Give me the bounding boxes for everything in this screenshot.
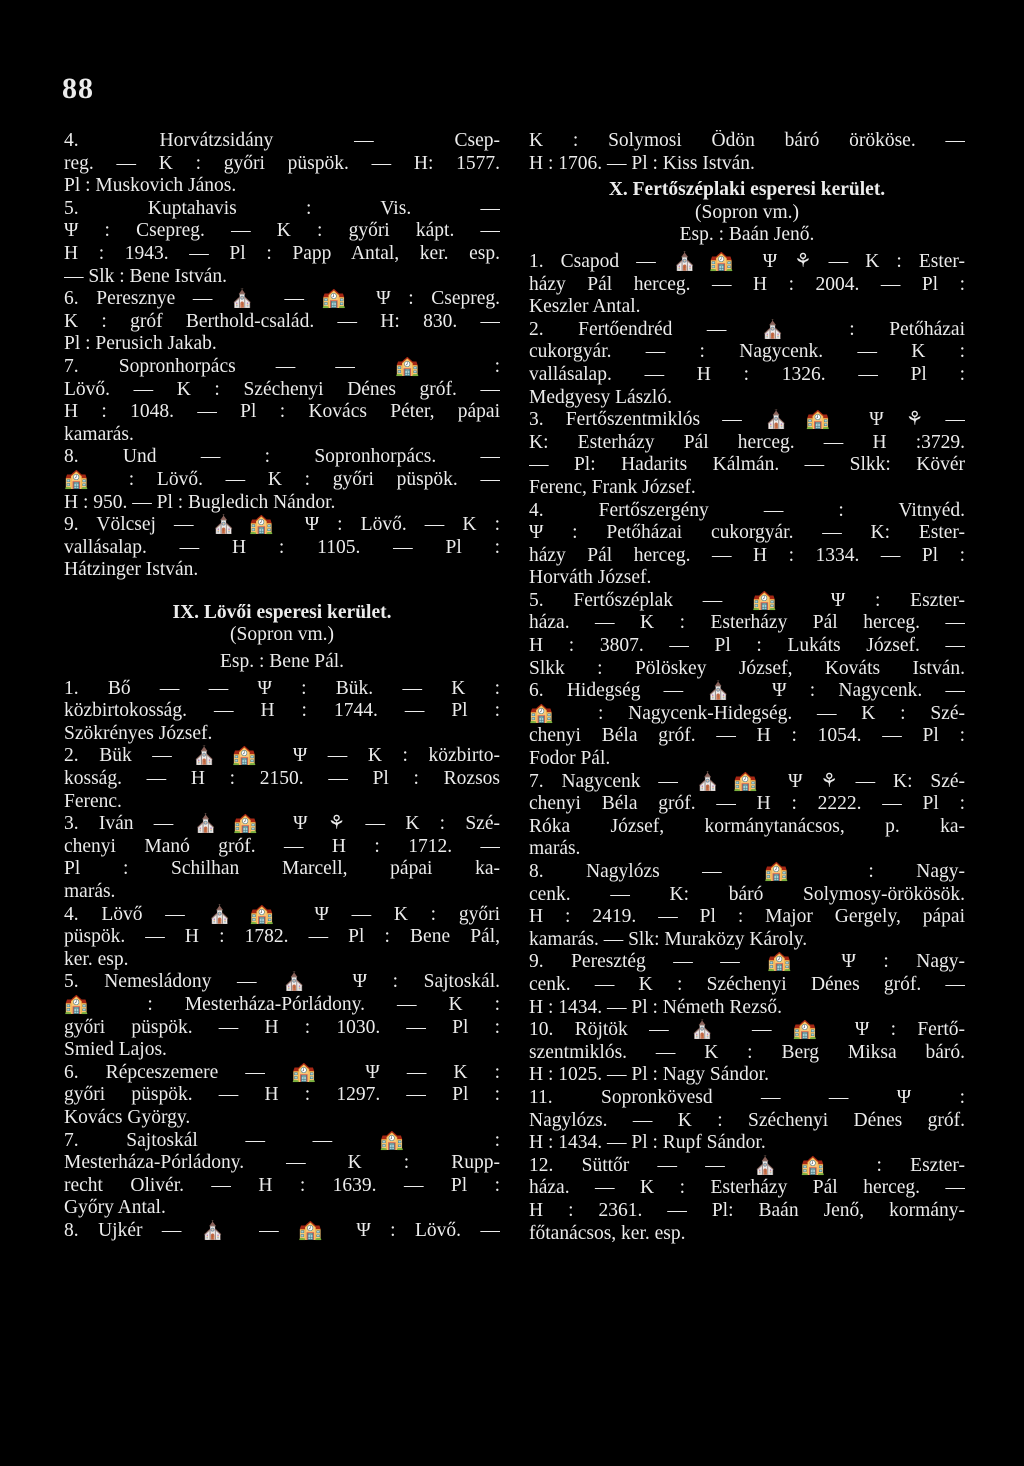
- text-line: H : 3807. — Pl : Lukáts József. —: [529, 635, 965, 657]
- text-line: 8. Nagylózs — 🏫 : Nagy-: [529, 861, 965, 882]
- text-line: 4. Fertőszergény — : Vitnyéd.: [529, 499, 965, 521]
- text-line: H : 1943. — Pl : Papp Antal, ker. esp.: [64, 242, 500, 264]
- text-line: 4. Lövő — ⛪🏫 Ψ — K : győri: [64, 903, 500, 925]
- text-line: reg. — K : győri püspök. — H: 1577.: [64, 152, 500, 174]
- text-line: H : 950. — Pl : Bugledich Nándor.: [64, 491, 336, 513]
- text-line: Pl : Perusich Jakab.: [64, 333, 217, 355]
- text-line: 11. Sopronkövesd — — Ψ :: [529, 1086, 965, 1108]
- text-line: K: Esterházy Pál herceg. — H :3729.: [529, 431, 965, 453]
- text-line: 🏫 : Lövő. — K : győri püspök. —: [64, 468, 500, 490]
- text-line: H : 1048. — Pl : Kovács Péter, pápai: [64, 401, 500, 423]
- text-line: Mesterháza-Pórládony. — K : Rupp-: [64, 1152, 500, 1174]
- text-line: Ψ : Petőházai cukorgyár. — K: Ester-: [529, 522, 965, 544]
- text-line: 7. Sajtoskál — — 🏫 :: [64, 1129, 500, 1151]
- text-line: cenk. — K : Széchenyi Dénes gróf. —: [529, 973, 965, 995]
- text-line: Nagylózs. — K : Széchenyi Dénes gróf.: [529, 1109, 965, 1131]
- text-line: kamarás.: [64, 423, 134, 445]
- text-line: Ferenc.: [64, 790, 122, 812]
- text-line: szentmiklós. — K : Berg Miksa báró.: [529, 1041, 965, 1063]
- text-line: közbirtokosság. — H : 1744. — Pl :: [64, 700, 500, 722]
- text-line: Ferenc, Frank József.: [529, 476, 696, 498]
- text-line: 3. Iván — ⛪🏫 Ψ ⚘ — K : Szé-: [64, 813, 500, 835]
- text-line: házy Pál herceg. — H : 2004. — Pl :: [529, 273, 965, 295]
- text-line: házy Pál herceg. — H : 1334. — Pl :: [529, 544, 965, 566]
- text-line: Slkk : Pölöskey József, Kováts István.: [529, 657, 965, 679]
- text-line: kamarás. — Slk: Muraközy Károly.: [529, 928, 808, 950]
- text-line: Győry Antal.: [64, 1197, 166, 1219]
- text-line: 7. Nagycenk — ⛪🏫 Ψ ⚘ — K: Szé-: [529, 770, 965, 792]
- text-line: H : 1706. — Pl : Kiss István.: [529, 152, 755, 174]
- text-line: 8. Und — : Sopronhorpács. —: [64, 446, 500, 468]
- text-line: 6. Peresznye — ⛪ — 🏫 Ψ : Csepreg.: [64, 288, 500, 310]
- text-line: cukorgyár. — : Nagycenk. — K :: [529, 341, 965, 363]
- text-line: vallásalap. — H : 1326. — Pl :: [529, 363, 965, 385]
- text-line: H : 1434. — Pl : Németh Rezső.: [529, 996, 782, 1018]
- text-line: 2. Fertőendréd — ⛪ : Petőházai: [529, 318, 965, 340]
- text-line: Róka József, kormánytanácsos, p. ka-: [529, 815, 965, 837]
- text-line: 12. Süttőr — — ⛪🏫 : Eszter-: [529, 1154, 965, 1176]
- text-line: Pl : Muskovich János.: [64, 175, 237, 197]
- text-line: püspök. — H : 1782. — Pl : Bene Pál,: [64, 926, 500, 948]
- page-number: 88: [62, 72, 94, 105]
- text-line: chenyi Manó gróf. — H : 1712. —: [64, 835, 500, 857]
- text-line: 5. Kuptahavis : Vis. —: [64, 197, 500, 219]
- text-line: 6. Hidegség — ⛪ Ψ : Nagycenk. —: [529, 680, 965, 702]
- text-line: H : 2419. — Pl : Major Gergely, pápai: [529, 906, 965, 928]
- left-column: [64, 130, 500, 1243]
- text-line: K : Solymosi Ödön báró örököse. —: [529, 130, 965, 151]
- text-line: chenyi Béla gróf. — H : 2222. — Pl :: [529, 793, 965, 815]
- text-line: 4. Horvátzsidány — Csep-: [64, 130, 500, 151]
- text-line: Medgyesy László.: [529, 386, 672, 408]
- text-line: 5. Fertőszéplak — 🏫 Ψ : Eszter-: [529, 589, 965, 611]
- text-line: győri püspök. — H : 1297. — Pl :: [64, 1084, 500, 1106]
- right-column: [529, 130, 965, 1245]
- text-line: ker. esp.: [64, 948, 129, 970]
- text-line: cenk. — K: báró Solymosy-örökösök.: [529, 883, 965, 905]
- text-line: kosság. — H : 2150. — Pl : Rozsos: [64, 768, 500, 790]
- text-line: (Sopron vm.): [230, 624, 334, 646]
- text-line: 5. Nemesládony — ⛪ Ψ : Sajtoskál.: [64, 971, 500, 993]
- text-line: 8. Ujkér — ⛪ — 🏫 Ψ : Lövő. —: [64, 1219, 500, 1241]
- text-line: háza. — K : Esterházy Pál herceg. —: [529, 1177, 965, 1199]
- text-line: — Pl: Hadarits Kálmán. — Slkk: Kövér: [529, 454, 965, 476]
- text-line: — Slk : Bene István.: [64, 265, 228, 287]
- text-line: H : 2361. — Pl: Baán Jenő, kormány-: [529, 1199, 965, 1221]
- text-line: háza. — K : Esterházy Pál herceg. —: [529, 612, 965, 634]
- text-line: Pl : Schilhan Marcell, pápai ka-: [64, 858, 500, 880]
- text-line: (Sopron vm.): [695, 201, 799, 223]
- text-line: 9. Völcsej — ⛪🏫 Ψ : Lövő. — K :: [64, 514, 500, 536]
- text-line: Keszler Antal.: [529, 296, 641, 318]
- text-line: 6. Répceszemere — 🏫 Ψ — K :: [64, 1061, 500, 1083]
- text-line: vallásalap. — H : 1105. — Pl :: [64, 536, 500, 558]
- text-line: 7. Sopronhorpács — — 🏫 :: [64, 355, 500, 377]
- text-line: Esp. : Bene Pál.: [219, 651, 345, 673]
- text-line: 1. Csapod — ⛪🏫 Ψ ⚘ — K : Ester-: [529, 250, 965, 272]
- text-line: marás.: [64, 881, 116, 902]
- text-line: 3. Fertőszentmiklós — ⛪🏫 Ψ ⚘ —: [529, 409, 965, 431]
- text-line: Fodor Pál.: [529, 748, 611, 770]
- text-line: 1. Bő — — Ψ : Bük. — K :: [64, 677, 500, 699]
- text-line: recht Olivér. — H : 1639. — Pl :: [64, 1174, 500, 1196]
- text-line: főtanácsos, ker. esp.: [529, 1222, 686, 1244]
- text-line: Smied Lajos.: [64, 1039, 167, 1061]
- text-line: Lövő. — K : Széchenyi Dénes gróf. —: [64, 378, 500, 400]
- section-heading: X. Fertőszéplaki esperesi kerület.: [608, 179, 886, 201]
- text-line: 🏫 : Nagycenk-Hidegség. — K : Szé-: [529, 702, 965, 724]
- text-line: K : gróf Berthold-család. — H: 830. —: [64, 310, 500, 332]
- text-line: Hátzinger István.: [64, 559, 199, 581]
- text-line: Horváth József.: [529, 567, 652, 589]
- text-line: 🏫 : Mesterháza-Pórládony. — K :: [64, 993, 500, 1015]
- text-line: 2. Bük — ⛪🏫 Ψ — K : közbirto-: [64, 745, 500, 767]
- text-line: Szökrényes József.: [64, 722, 213, 744]
- section-heading: IX. Lövői esperesi kerület.: [172, 601, 392, 623]
- text-line: chenyi Béla gróf. — H : 1054. — Pl :: [529, 725, 965, 747]
- text-line: Esp. : Baán Jenő.: [679, 224, 815, 246]
- text-line: H : 1434. — Pl : Rupf Sándor.: [529, 1132, 766, 1154]
- text-line: Kovács György.: [64, 1106, 191, 1128]
- text-line: győri püspök. — H : 1030. — Pl :: [64, 1016, 500, 1038]
- text-line: 9. Peresztég — — 🏫 Ψ : Nagy-: [529, 951, 965, 973]
- text-line: marás.: [529, 838, 581, 860]
- text-line: 10. Röjtök — ⛪ — 🏫 Ψ : Fertő-: [529, 1019, 965, 1041]
- text-line: H : 1025. — Pl : Nagy Sándor.: [529, 1064, 769, 1086]
- text-line: Ψ : Csepreg. — K : győri kápt. —: [64, 220, 500, 242]
